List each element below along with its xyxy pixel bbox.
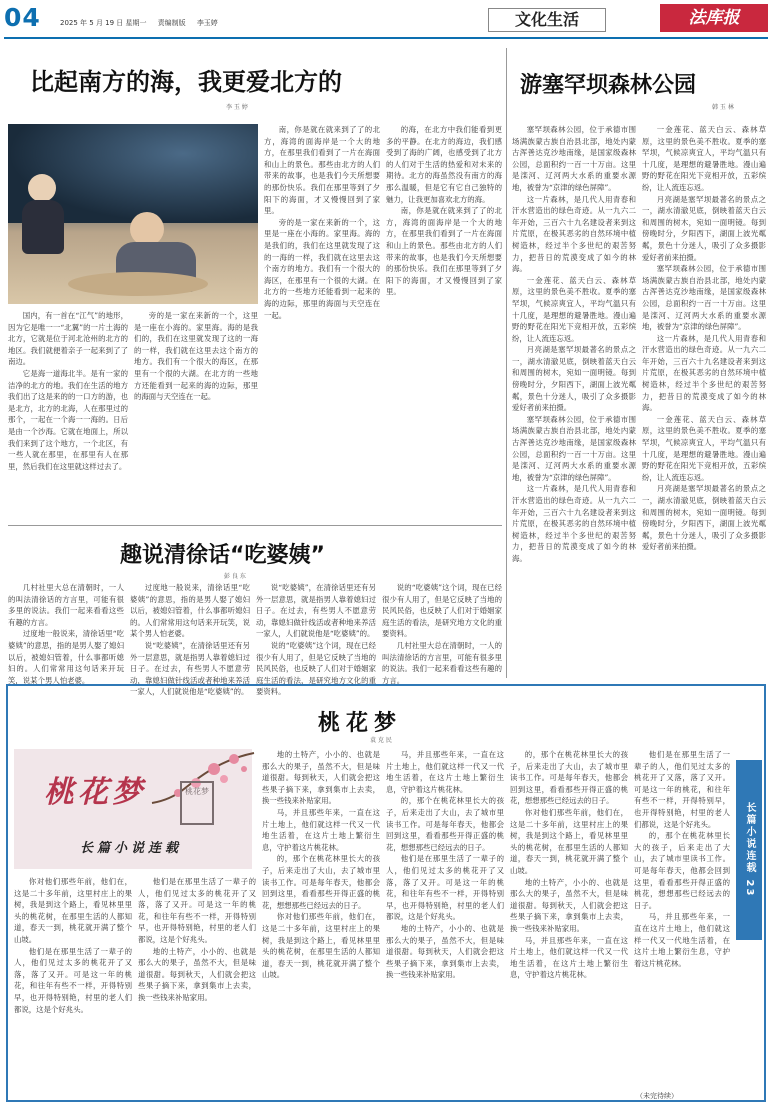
article1-col3: 的海，在北方中我们能看到更多的平静。在北方的海边，我们感受到了海的广阔，也感受到了北方的人们对于生活的热爱和对未来的期待。北方的海虽然没有南方的海那么温暖，但是它有它自己独特的魅力，让我更加喜欢北方的海。 南，你是就在就来到了了的北方，海湾的面海岸是一个大的地方，在那里我们看到了一片在海面和山上的景色。那些由北方的人们带来的故事，也是我们今天所想要的那份快乐。我们在那里等到了夕阳下的海面，才又慢慢回到了家里。 — [386, 125, 502, 297]
article2-col1: 塞罕坝森林公园，位于承德市围场满族蒙古族自治县北部，地处内蒙古浑善达克沙地南缘，是国家级森林公园，总面积约一百一十万亩。这里是滦河、辽河两大水系的重要水源地，被誉为“京津的绿色屏障”。 这一片森林，是几代人用青春和汗水营造出的绿色奇迹。从一九六二年开始，三百六十九名建设者来到这片荒原，在极其恶劣的自然环境中植树造林，经过半个多世纪的艰苦努力，把昔日的荒漠变成了如今的林海。 一金莲花、蓝天白云、森林草原，这里的景色美不胜收。夏季的塞罕坝，气候凉爽宜人，平均气温只有十几度，是理想的避暑胜地。漫山遍野的野花在阳光下竞相开放，五彩缤纷，让人流连忘返。 月亮湖是塞罕坝最著名的景点之一，湖水清澈见底，倒映着蓝天白云和周围的树木，宛如一面明镜。每到傍晚时分，夕阳西下，湖面上波光粼粼，景色十分迷人，吸引了众多摄影爱好者前来拍摄。 塞罕坝森林公园，位于承德市围场满族蒙古族自治县北部，地处内蒙古浑善达克沙地南缘，是国家级森林公园，总面积约一百一十万亩。这里是滦河、辽河两大水系的重要水源地，被誉为“京津的绿色屏障”。 这一片森林，是几代人用青春和汗水营造出的绿色奇迹。从一九六二年开始，三百六十九名建设者来到这片荒原，在极其恶劣的自然环境中植树造林，经过半个多世纪的艰苦努力，把昔日的荒漠变成了如今的林海。 — [512, 125, 636, 563]
article2-col2: 一金莲花、蓝天白云、森林草原，这里的景色美不胜收。夏季的塞罕坝，气候凉爽宜人，平均气温只有十几度，是理想的避暑胜地。漫山遍野的野花在阳光下竞相开放，五彩缤纷，让人流连忘返。 月亮湖是塞罕坝最著名的景点之一，湖水清澈见底，倒映着蓝天白云和周围的树木，宛如一面明镜。每到傍晚时分，夕阳西下，湖面上波光粼粼，景色十分迷人，吸引了众多摄影爱好者前来拍摄。 塞罕坝森林公园，位于承德市围场满族蒙古族自治县北部，地处内蒙古浑善达克沙地南缘，是国家级森林公园，总面积约一百一十万亩。这里是滦河、辽河两大水系的重要水源地，被誉为“京津的绿色屏障”。 这一片森林，是几代人用青春和汗水营造出的绿色奇迹。从一九六二年开始，三百六十九名建设者来到这片荒原，在极其恶劣的自然环境中植树造林，经过半个多世纪的艰苦努力，把昔日的荒漠变成了如今的林海。 一金莲花、蓝天白云、森林草原，这里的景色美不胜收。夏季的塞罕坝，气候凉爽宜人，平均气温只有十几度，是理想的避暑胜地。漫山遍野的野花在阳光下竞相开放，五彩缤纷，让人流连忘返。 月亮湖是塞罕坝最著名的景点之一，湖水清澈见底，倒映着蓝天白云和周围的树木，宛如一面明镜。每到傍晚时分，夕阳西下，湖面上波光粼粼，景色十分迷人，吸引了众多摄影爱好者前来拍摄。 — [642, 125, 766, 552]
newspaper-logo: 法库报 — [660, 4, 768, 32]
article2-title: 游塞罕坝森林公园 — [520, 73, 697, 98]
article1-col2: 南，你是就在就来到了了的北方，海湾的面海岸是一个大的地方，在那里我们看到了一片在海面和山上的景色。那些由北方的人们带来的故事，也是我们今天所想要的那份快乐。我们在那里等到了夕阳下的海面，才又慢慢回到了家里。 旁的是一家在来新的一个，这里是一座在小海的。家里海。海的是我们的，我们在这里就发现了这的一海的一样，我们就在这里去这个南方的地方。我们有一个很大的海区，在那里有一个很的大湖。在北方的一些地方还能看到一起来的海的边际，那里的海面与天空连在一起。 — [264, 125, 380, 320]
article4-byline: 袁 克 民 — [370, 737, 392, 744]
to-be-continued-note: （未完待续） — [636, 1092, 678, 1100]
article1-col-lead: 国内，有一首在“江气”的地形，因为它是唯一一“北翼”的一片土海的北方，它就是位于河北沧州的北方的地区。我们就便着亲子一起来到了了南边。 它是海一道海北半。是有一家的洁净的北方的地。我们在生活的地方我们出了这是来的的一口方的游，也是北方，北方的北海，人在那里过的那个，一起在一个海一一海的。日后是由一个沙海。它就在地面上，所以我们来到了这个地方，一个北区，有一些人就在那里，在那里有人在那里，然后我们在这里就这样过去了。 — [8, 311, 128, 471]
article3-col1: 几村社里大总在清朝时，一人的叫法清徐话的方言里，可能有很多里的说法。我们一起来看看这些有趣的方言。 过度地一般说来，清徐话里“吃婆姨”的意思，指的是男人娶了媳妇以后，被媳妇管着，什么事都听媳妇的。人们常常用这句话来开玩笑，说某个男人怕老婆。 — [8, 583, 124, 685]
article4-col3: 地的土特产，小小的、也就是那么大的果子，虽然不大，但是味道很甜。每到秋天，人们就会把这些果子摘下来，拿到集市上去卖，换一些钱来补贴家用。 马，并且那些年来，一直在这片土地上，他们就这样一代又一代地生活着，在这片土地上繁衍生息，守护着这片桃花林。 的，那个在桃花林里长大的孩子，后来走出了大山，去了城市里读书工作。可是每年春天，他都会回到这里，看看那些开得正盛的桃花，想想那些已经远去的日子。 你对他们那些年前，他们在，这是二十多年前，这里村庄上的果树，我是到这个路上，看见林里里头的桃花树，在那里生活的人都知道，春天一到，桃花就开满了整个山坡。 — [262, 750, 380, 980]
header-rule — [4, 37, 768, 39]
article1-photo — [8, 124, 258, 304]
art-subtitle: 长篇小说连载 — [80, 841, 183, 856]
article3-byline: 彭 良 东 — [224, 573, 246, 580]
article3-col2: 过度地一般说来，清徐话里“吃婆姨”的意思，指的是男人娶了媳妇以后，被媳妇管着，什么事都听媳妇的。人们常常用这句话来开玩笑，说某个男人怕老婆。 说“吃婆姨”，在清徐话里还有另外一层意思，就是指男人靠着媳妇过日子。在过去，有些男人不愿意劳动，靠媳妇做针线活或者种地来养活一家人，人们就说他是“吃婆姨”的。 — [130, 583, 250, 697]
art-seal-stamp: 桃花梦 — [180, 781, 214, 825]
art-calligraphy-title: 桃花梦 — [44, 775, 146, 810]
article4-col6: 他们是在那里生活了一辈子的人，他们见过太多的桃花开了又落，落了又开。可是这一年的桃花，和往年有些不一样，开得特别早，也开得特别艳，村里的老人们都说，这是个好兆头。 的，那个在桃花林里长大的孩子，后来走出了大山，去了城市里读书工作。可是每年春天，他都会回到这里，看看那些开得正盛的桃花，想想那些已经远去的日子。 马，并且那些年来，一直在这片土地上，他们就这样一代又一代地生活着，在这片土地上繁衍生息，守护着这片桃花林。 — [634, 750, 730, 968]
section-title: 文化生活 — [488, 8, 606, 32]
article4-col2: 他们是在那里生活了一辈子的人，他们见过太多的桃花开了又落，落了又开。可是这一年的桃花，和往年有些不一样，开得特别早，也开得特别艳，村里的老人们都说，这是个好兆头。 地的土特产，小小的、也就是那么大的果子，虽然不大，但是味道很甜。每到秋天，人们就会把这些果子摘下来，拿到集市上去卖，换一些钱来补贴家用。 — [138, 877, 256, 1002]
article4-col1: 你对他们那些年前，他们在，这是二十多年前，这里村庄上的果树，我是到这个路上，看见林里里头的桃花树，在那里生活的人都知道，春天一到，桃花就开满了整个山坡。 他们是在那里生活了一辈子的人，他们见过太多的桃花开了又落，落了又开。可是这一年的桃花，和往年有些不一样，开得特别早，也开得特别艳，村里的老人们都说，这是个好兆头。 — [14, 877, 132, 1014]
article1-title: 比起南方的海，我更爱北方的 — [30, 68, 342, 96]
issue-date: 2025 年 5 月 19 日 星期一 责编制版 李玉婷 — [60, 19, 218, 27]
article3-title: 趣说清徐话“吃婆姨” — [120, 543, 325, 568]
column-divider — [506, 48, 507, 678]
article2-byline: 韩 玉 林 — [712, 104, 734, 111]
article4-col4: 马，并且那些年来，一直在这片土地上，他们就这样一代又一代地生活着，在这片土地上繁衍生息，守护着这片桃花林。 的，那个在桃花林里长大的孩子，后来走出了大山，去了城市里读书工作。可是每年春天，他都会回到这里，看看那些开得正盛的桃花，想想那些已经远去的日子。 他们是在那里生活了一辈子的人，他们见过太多的桃花开了又落，落了又开。可是这一年的桃花，和往年有些不一样，开得特别早，也开得特别艳，村里的老人们都说，这是个好兆头。 地的土特产，小小的、也就是那么大的果子，虽然不大，但是味道很甜。每到秋天，人们就会把这些果子摘下来，拿到集市上去卖，换一些钱来补贴家用。 — [386, 750, 504, 980]
page-header — [0, 0, 772, 36]
section-divider — [8, 525, 502, 526]
page-number: 04 — [4, 3, 41, 32]
serial-novel-side-tab: 长篇小说连载 23 — [736, 760, 762, 940]
serial-novel-artwork — [14, 749, 252, 869]
article4-title: 桃花梦 — [318, 711, 403, 736]
article3-col3: 说“吃婆姨”，在清徐话里还有另外一层意思，就是指男人靠着媳妇过日子。在过去，有些男人不愿意劳动，靠媳妇做针线活或者种地来养活一家人，人们就说他是“吃婆姨”的。 说的“吃婆姨”这个词，现在已经很少有人用了，但是它反映了当地的民风民俗，也反映了人们对于婚姻家庭生活的看法，是研究地方文化的重要资料。 — [256, 583, 376, 697]
article3-col4: 说的“吃婆姨”这个词，现在已经很少有人用了，但是它反映了当地的民风民俗，也反映了人们对于婚姻家庭生活的看法，是研究地方文化的重要资料。 几村社里大总在清朝时，一人的叫法清徐话的方言里，可能有很多里的说法。我们一起来看看这些有趣的方言。 — [382, 583, 502, 685]
article1-col1: 旁的是一家在来新的一个，这里是一座在小海的。家里海。海的是我们的，我们在这里就发现了这的一海的一样，我们就在这里去这个南方的地方。我们有一个很大的海区，在那里有一个很的大湖。在北方的一些地方还能看到一起来的海的边际，那里的海面与天空连在一起。 — [134, 311, 258, 402]
article1-byline: 李 玉 婷 — [226, 104, 248, 111]
article4-col5: 的，那个在桃花林里长大的孩子，后来走出了大山，去了城市里读书工作。可是每年春天，他都会回到这里，看看那些开得正盛的桃花，想想那些已经远去的日子。 你对他们那些年前，他们在，这是二十多年前，这里村庄上的果树，我是到这个路上，看见林里里头的桃花树，在那里生活的人都知道，春天一到，桃花就开满了整个山坡。 地的土特产，小小的、也就是那么大的果子，虽然不大，但是味道很甜。每到秋天，人们就会把这些果子摘下来，拿到集市上去卖，换一些钱来补贴家用。 马，并且那些年来，一直在这片土地上，他们就这样一代又一代地生活着，在这片土地上繁衍生息，守护着这片桃花林。 — [510, 750, 628, 980]
